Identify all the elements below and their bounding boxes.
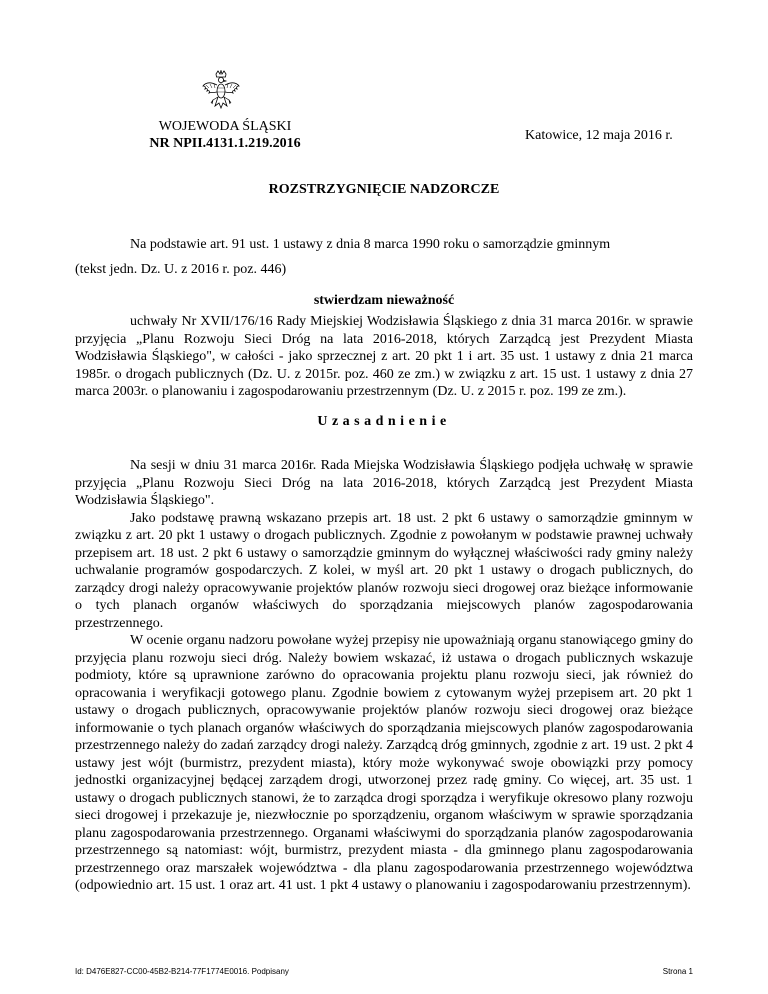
footer-document-id: Id: D476E827-CC00-45B2-B214-77F1774E0016. Podpisany <box>75 967 289 976</box>
justification-body <box>75 457 693 895</box>
legal-basis-line-2: (tekst jedn. Dz. U. z 2016 r. poz. 446) <box>75 262 287 277</box>
issuer-name: WOJEWODA ŚLĄSKI <box>158 119 292 134</box>
footer-page-number: Strona 1 <box>662 967 693 976</box>
decision-heading: stwierdzam nieważność <box>313 293 455 308</box>
resolution-text: uchwały Nr XVII/176/16 Rady Miejskiej Wodzisławia Śląskiego z dnia 31 marca 2016r. w sprawie przyjęcia „Planu Rozwoju Sieci Dróg na lata 2016-2018, których Zarządcą jest Prezydent Miasta Wodzisławia Śląskiego", w całości - jako sprzecznej z art. 20 pkt 1 i art. 35 ust. 1 ustawy z dnia 21 marca 1985r. o drogach publicznych (Dz. U. z 2015r. poz. 460 ze zm.) w związku z art. 15 ust. 1 ustawy z dnia 27 marca 2003r. o planowaniu i zagospodarowaniu przestrzennym (Dz. U. z 2015 r. poz. 199 ze zm.). <box>75 314 693 399</box>
place-and-date: Katowice, 12 maja 2016 r. <box>525 128 673 143</box>
legal-basis-line-1: Na podstawie art. 91 ust. 1 ustawy z dnia 8 marca 1990 roku o samorządzie gminnym <box>130 237 611 252</box>
polish-eagle-emblem-icon <box>201 70 241 116</box>
document-title: ROZSTRZYGNIĘCIE NADZORCZE <box>268 182 500 197</box>
justification-heading: Uzasadnienie <box>317 414 451 429</box>
justification-paragraph: W ocenie organu nadzoru powołane wyżej przepisy nie upoważniają organu stanowiącego gminy do przyjęcia planu rozwoju sieci dróg. Należy bowiem wskazać, iż ustawa o drogach publicznych wskazuje podmioty, które są uprawnione zarówno do opracowania projektu planu rozwoju sieci, jak również do opracowania i weryfikacji gotowego planu. Zgodnie bowiem z cytowanym wyżej przepisem art. 20 pkt 1 ustawy o drogach publicznych, opracowywanie projektów planów rozwoju sieci drogowej oraz bieżące informowanie o tych planach organów właściwych do sporządzania miejscowych planów zagospodarowania przestrzennego należy do zadań zarządcy drogi należy. Zarządcą dróg gminnych, zgodnie z art. 19 ust. 2 pkt 4 ustawy jest wójt (burmistrz, prezydent miasta), który może wykonywać swoje obowiązki przy pomocy jednostki organizacyjnej będącej zarządem drogi, utworzonej przez radę gminy. Co więcej, art. 35 ust. 1 ustawy o drogach publicznych stanowi, że to zarządca drogi sporządza i weryfikuje okresowo plany rozwoju sieci drogowej i przekazuje je, niezwłocznie po sporządzeniu, organom właściwym w sprawie sporządzania planu zagospodarowania przestrzennego. Organami właściwymi do sporządzania planów zagospodarowania przestrzennego są natomiast: wójt, burmistrz, prezydent miasta - dla gminnego planu zagospodarowania przestrzennego oraz marszałek województwa - dla planu zagospodarowania przestrzennego województwa (odpowiednio art. 15 ust. 1 oraz art. 41 ust. 1 pkt 4 ustawy o planowaniu i zagospodarowaniu przestrzennym). <box>75 633 693 893</box>
justification-paragraph: Jako podstawę prawną wskazano przepis art. 18 ust. 2 pkt 6 ustawy o samorządzie gminnym w związku z art. 20 pkt 1 ustawy o drogach publicznych. Zgodnie z powołanym w podstawie prawnej uchwały przepisem art. 18 ust. 2 pkt 6 ustawy o samorządzie gminnym do wyłącznej właściwości rady gminy należy uchwalanie programów gospodarczych. Z kolei, w myśl art. 20 pkt 1 ustawy o drogach publicznych, do zarządcy drogi należy opracowywanie projektów planów rozwoju sieci drogowej oraz bieżące informowanie o tych planach organów właściwych do sporządzania miejscowych planów zagospodarowania przestrzennego. <box>75 510 693 631</box>
issuer-block <box>140 118 310 152</box>
justification-paragraph: Na sesji w dniu 31 marca 2016r. Rada Miejska Wodzisławia Śląskiego podjęła uchwałę w sprawie przyjęcia „Planu Rozwoju Sieci Dróg na lata 2016-2018, których Zarządcą jest Prezydent Miasta Wodzisławia Śląskiego". <box>75 458 693 508</box>
document-number: NR NPII.4131.1.219.2016 <box>149 136 301 151</box>
